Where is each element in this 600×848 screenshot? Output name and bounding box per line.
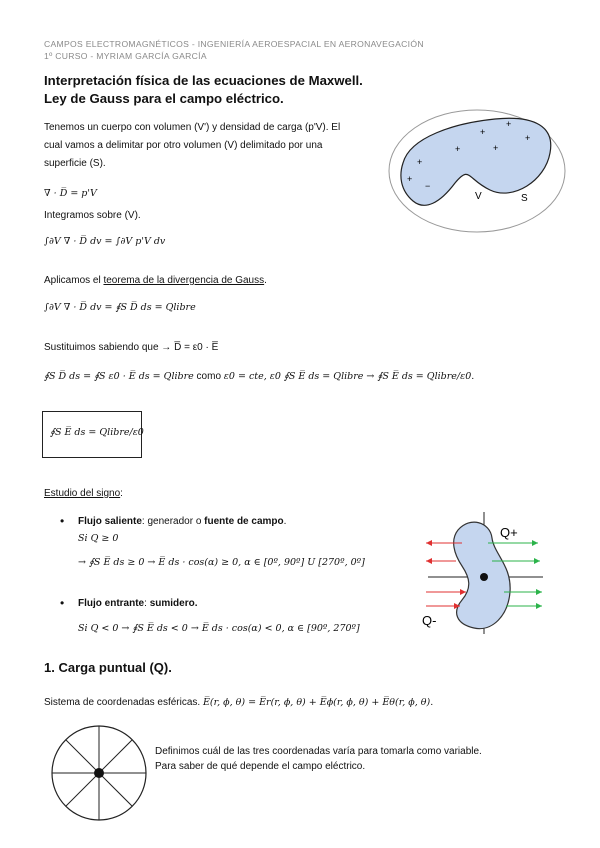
equation-gauss-divergence: ∫∂V ∇ · D̅ dv = ∮S D̅ ds = Qlibre xyxy=(44,302,196,313)
figure-charged-volume xyxy=(385,105,575,235)
outgoing-flux-end: . xyxy=(283,516,287,527)
incoming-flux-line xyxy=(78,598,197,609)
sign-heading xyxy=(44,488,123,499)
divergence-suffix: . xyxy=(264,275,267,286)
intro-line-1: Tenemos un cuerpo con volumen (V') y densidad de carga (p'V). El xyxy=(44,122,341,133)
como-word: como xyxy=(193,371,224,382)
substitute-equation-line xyxy=(44,371,474,382)
section-title-point-charge: 1. Carga puntual (Q). xyxy=(44,660,172,675)
coordinates-text: Sistema de coordenadas esféricas. xyxy=(44,697,203,708)
document-header-line1: CAMPOS ELECTROMAGNÉTICOS - INGENIERÍA AEROESPACIAL EN AERONAVEGACIÓN xyxy=(44,39,424,49)
equation-integral: ∫∂V ∇ · D̅ dv = ∫∂V p'V dv xyxy=(44,236,166,247)
outgoing-condition: Si Q ≥ 0 xyxy=(78,533,119,544)
integrate-text: Integramos sobre (V). xyxy=(44,210,141,221)
charge-plus: + xyxy=(417,157,423,167)
arrow-head xyxy=(426,558,432,564)
outgoing-flux-desc: : generador o xyxy=(141,516,205,527)
charge-plus: + xyxy=(493,143,499,153)
arrow-head xyxy=(536,603,542,609)
bullet-dot: • xyxy=(60,514,65,528)
arrow-head xyxy=(532,540,538,546)
field-source-label: fuente de campo xyxy=(204,516,284,527)
charge-plus: + xyxy=(506,119,512,129)
charge-minus: − xyxy=(425,181,431,191)
outgoing-flux-label: Flujo saliente xyxy=(78,516,142,527)
page-title: Interpretación física de las ecuaciones de Maxwell. xyxy=(44,73,363,88)
incoming-flux-label: Flujo entrante xyxy=(78,598,145,609)
divergence-text xyxy=(44,275,267,286)
definition-line-1: Definimos cuál de las tres coordenadas varía para tomarla como variable. xyxy=(155,746,482,757)
intro-line-3: superficie (S). xyxy=(44,158,106,169)
arrow-head xyxy=(536,589,542,595)
label-v: V xyxy=(475,191,482,202)
outgoing-flux-line xyxy=(78,516,286,527)
coordinates-line xyxy=(44,697,433,708)
substitute-text: Sustituimos sabiendo que → D̅ = ε0 · E̅ xyxy=(44,342,219,353)
boxed-equation: ∮S E̅ ds = Qlibre/ε0 xyxy=(50,427,144,438)
incoming-equation: Si Q < 0 → ∮S E̅ ds < 0 → E̅ ds · cos(α) < 0, α ∈ [90º, 270º] xyxy=(78,623,360,634)
sink-label: sumidero. xyxy=(149,598,198,609)
charge-plus: + xyxy=(525,133,531,143)
arrow-head xyxy=(460,589,466,595)
figure-flux-sign xyxy=(418,508,558,638)
document-header-line2: 1º CURSO - MYRIAM GARCÍA GARCÍA xyxy=(44,51,207,61)
bullet-dot: • xyxy=(60,596,65,610)
divergence-theorem-link[interactable]: teorema de la divergencia de Gauss xyxy=(103,275,265,286)
equation-flux-d: ∮S D̅ ds = ∮S ε0 · E̅ ds = Qlibre xyxy=(44,371,194,382)
label-s: S xyxy=(521,193,528,204)
charge-plus: + xyxy=(407,174,413,184)
coordinates-equation: E̅(r, ϕ, θ) = E̅r(r, ϕ, θ) + E̅ϕ(r, ϕ, θ) + E̅θ(r, ϕ, θ). xyxy=(202,697,434,708)
arrow-head xyxy=(426,540,432,546)
point-charge xyxy=(480,573,488,581)
sign-heading-colon: : xyxy=(120,488,123,499)
label-q-plus: Q+ xyxy=(500,525,518,540)
incoming-flux-colon: : xyxy=(144,598,150,609)
equation-flux-e: ε0 = cte, ε0 ∮S E̅ ds = Qlibre → ∮S E̅ ds = Qlibre/ε0. xyxy=(223,371,475,382)
charge-plus: + xyxy=(480,127,486,137)
charge-plus: + xyxy=(455,144,461,154)
definition-line-2: Para saber de qué depende el campo eléctrico. xyxy=(155,761,366,772)
figure-point-charge xyxy=(44,725,154,825)
intro-line-2: cual vamos a delimitar por otro volumen (V) delimitado por una xyxy=(44,140,323,151)
arrow-head xyxy=(534,558,540,564)
equation-divergence-d: ∇ · D̅ = p'V xyxy=(44,188,97,199)
outgoing-equation: → ∮S E̅ ds ≥ 0 → E̅ ds · cos(α) ≥ 0, α ∈ [0º, 90º] U [270º, 0º] xyxy=(78,557,365,568)
page-subtitle: Ley de Gauss para el campo eléctrico. xyxy=(44,91,284,106)
sign-heading-text: Estudio del signo xyxy=(44,488,121,499)
point-charge xyxy=(94,768,104,778)
label-q-minus: Q- xyxy=(422,613,437,628)
divergence-prefix: Aplicamos el xyxy=(44,275,104,286)
